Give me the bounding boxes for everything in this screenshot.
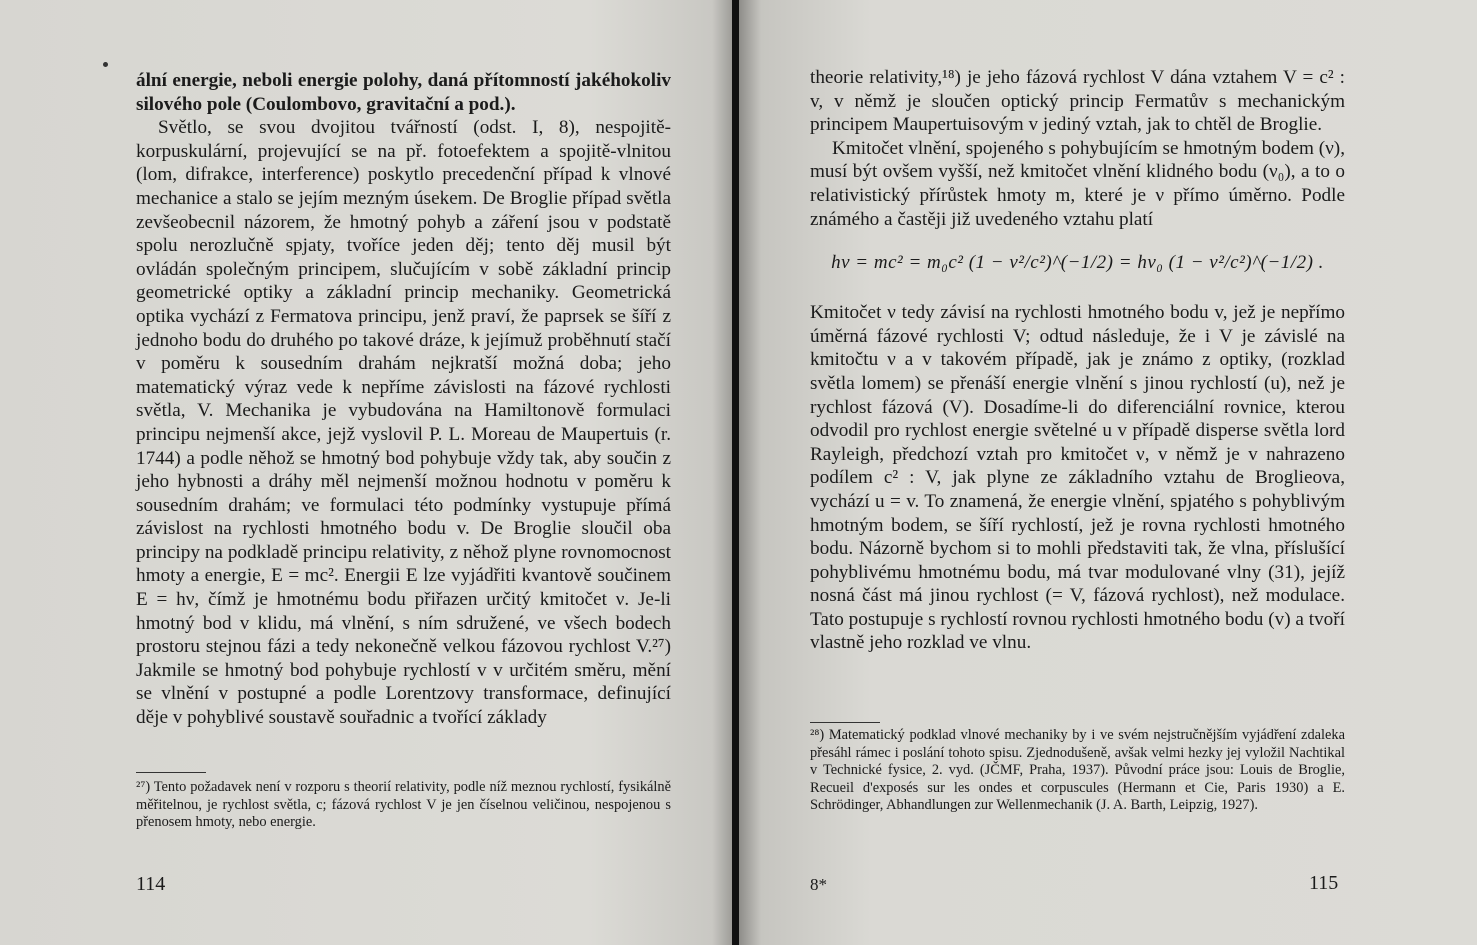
footnote-rule bbox=[810, 722, 880, 723]
left-page-number: 114 bbox=[136, 873, 166, 895]
ink-dot bbox=[103, 62, 108, 67]
left-footnote: ²⁷) Tento požadavek není v rozporu s theorií relativity, podle níž meznou rychlostí, fysikálně měřitelnou, je rychlost světla, c; fázová rychlost V je jen číselnou veličinou, nespojenou s přenosem hmoty, nebo energie. bbox=[136, 779, 671, 831]
relativity-formula: hν = mc² = m₀c² (1 − v²/c²)^(−1/2) = hν₀ (1 − v²/c²)^(−1/2) . bbox=[831, 252, 1324, 274]
left-page bbox=[0, 0, 734, 945]
left-paragraph-1: ální energie, neboli energie polohy, daná přítomností jakéhokoliv silového pole (Coulombovo, gravitační a pod.). bbox=[136, 70, 671, 115]
right-paragraph-3: Kmitočet ν tedy závisí na rychlosti hmotného bodu v, jež je nepřímo úměrná fázové rychlosti V; odtud následuje, že i V je závislé na kmitočtu ν a v takovém případě, jak je známo z optiky, (rozklad světla lomem) se přenáší energie vlnění s jinou rychlostí (u), než je rychlost fázová (V). Dosadíme-li do diferenciální rovnice, kterou odvodil pro rychlost energie světelné u v případě disperse světla lord Rayleigh, předchozí vztah pro kmitočet ν, v němž je v nahrazeno podílem c² : V, jak plyne ze základního vztahu de Broglieova, vychází u = v. To znamená, že energie vlnění, spjatého s pohyblivým hmotným bodem, se šíří rychlostí, jež je rovna rychlosti hmotného bodu. Názorně bychom si to mohli představiti tak, že vlna, příslušící pohyblivému hmotnému bodu, má tvar modulované vlny (31), jejíž nosná část má jinou rychlost (= V, fázová rychlost), než modulace. Tato postupuje s rychlostí rovnou rychlosti hmotného bodu (v) a tvoří vlastně jeho rozklad ve vlnu. bbox=[810, 302, 1345, 654]
left-page-body bbox=[136, 69, 671, 730]
left-paragraph-2: Světlo, se svou dvojitou tvářností (odst. I, 8), nespojitě-korpuskulární, projevující se na př. fotoefektem a spojitě-vlnitou (lom, difrakce, interference) poskytlo precedenční případ k vlnové mechanice a stalo se jejím mezným úsekem. De Broglie případ světla zevšeobecnil názorem, že hmotný pohyb a záření jsou v podstatě spolu nerozlučně spjaty, tvoříce jeden děj; tento děj musil být ovládán společným principem, slučujícím v sobě základní princip geometrické optiky a základní princip mechaniky. Geometrická optika vychází z Fermatova principu, jenž praví, že paprsek se šíří z jednoho bodu do druhého po takové dráze, k jejímuž proběhnutí stačí v poměru k sousedním drahám nejkratší možná doba; jeho matematický výraz vede k nepříme závislosti na fázové rychlosti světla, V. Mechanika je vybudována na Hamiltonově formulaci principu nejmenší akce, jejž vyslovil P. L. Moreau de Maupertuis (r. 1744) a podle něhož se hmotný bod pohybuje vždy tak, aby součin z jeho hybnosti a dráhy měl nejmenší možnou hodnotu v poměru k sousedním drahám; ve formulaci této podmínky vystupuje přímá závislost na rychlosti hmotného bodu v. De Broglie sloučil oba principy na podkladě principu relativity, z něhož plyne rovnomocnost hmoty a energie, E = mc². Energii E lze vyjádřiti kvantově součinem E = hν, čímž je hmotnému bodu přiřazen určitý kmitočet ν. Je-li hmotný bod v klidu, má vlnění, s ním sdružené, ve všech bodech prostoru stejnou fázi a tedy nekonečně velkou fázovou rychlost V.²⁷) Jakmile se hmotný bod pohybuje rychlostí v v určitém směru, mění se vlnění v postupné a podle Lorentzovy transformace, definující děje v pohyblivé soustavě souřadnic a tvořící základy bbox=[136, 117, 671, 729]
right-page-number: 115 bbox=[1309, 872, 1339, 894]
right-footnote: ²⁸) Matematický podklad vlnové mechaniky by i ve svém nejstručnějším vyjádření zdaleka přesáhl rámec i poslání tohoto spisu. Zjednodušeně, avšak velmi hezky jej vyložil Nachtikal v Technické fysice, 2. vyd. (JČMF, Praha, 1937). Původní práce jsou: Louis de Broglie, Recueil d'exposés sur les ondes et corpuscules (Hermann et Cie, Paris 1930) a E. Schrödinger, Abhandlungen zur Wellenmechanik (J. A. Barth, Leipzig, 1927). bbox=[810, 727, 1345, 814]
signature-mark: 8* bbox=[810, 875, 827, 894]
right-page bbox=[739, 0, 1477, 945]
right-page-body bbox=[810, 66, 1345, 655]
footnote-rule bbox=[136, 772, 206, 773]
right-paragraph-2: Kmitočet vlnění, spojeného s pohybujícím se hmotným bodem (ν), musí být ovšem vyšší, než kmitočet vlnění klidného bodu (ν₀), a to o relativistický přírůstek hmoty m, které je ν přímo úměrno. Podle známého a častěji již uvedeného vztahu platí bbox=[810, 137, 1345, 230]
right-paragraph-1: theorie relativity,¹⁸) je jeho fázová rychlost V dána vztahem V = c² : v, v němž je sloučen optický princip Fermatův s mechanickým principem Maupertuisovým v jediný vztah, jak to chtěl de Broglie. bbox=[810, 67, 1345, 136]
